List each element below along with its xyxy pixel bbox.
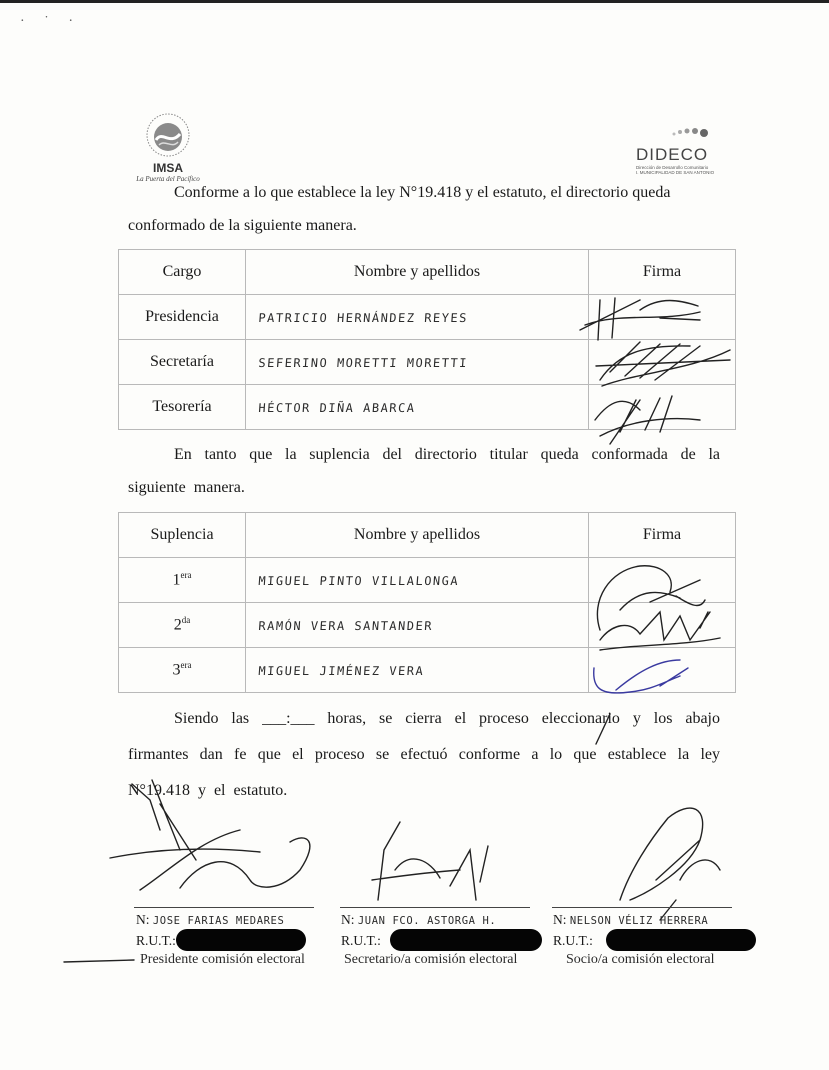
imsa-emblem-icon [145,112,191,158]
header-nombre: Nombre y apellidos [246,250,589,295]
ordinal-number: 2 [173,616,182,634]
header-suplencia: Suplencia [119,513,246,558]
header-firma: Firma [589,513,736,558]
redaction-bar [390,929,542,951]
name-label: N: [136,912,150,927]
handwritten-name: PATRICIO HERNÁNDEZ REYES [244,295,590,340]
suplencia-paragraph: En tanto que la suplencia del directorio titular queda conformada de la siguiente manera. [128,446,720,496]
table-row [119,558,736,603]
signatory-name: NELSON VÉLIZ HERRERA [569,915,709,927]
handwritten-name: MIGUEL PINTO VILLALONGA [244,558,590,603]
signature-cell [589,385,736,430]
closing-paragraph: Siendo las ___:___ horas, se cierra el proceso eleccionario y los abajo firmantes dan fe que el proceso se efectuó conforme a lo que establece la ley N°19.418 y el estatuto. [128,710,720,799]
imsa-logo [130,112,206,183]
table-row [119,340,736,385]
signature-cell [589,648,736,693]
signatory-3-role: Socio/a comisión electoral [566,952,715,967]
signature-cell [589,295,736,340]
ordinal-cell [119,648,246,693]
dideco-subtitle-2: I. MUNICIPALIDAD DE SAN ANTONIO [636,170,715,175]
dideco-logo [636,124,726,175]
table-row [119,603,736,648]
signatory-2-name-line [341,912,496,928]
scan-top-edge [0,0,829,3]
cargo-cell: Secretaría [119,340,246,385]
dideco-name: DIDECO [636,145,709,164]
ordinal-number: 3 [172,661,181,679]
signatory-3-name-line [553,912,708,928]
signatory-2-role: Secretario/a comisión electoral [344,952,518,967]
header-firma: Firma [589,250,736,295]
redaction-bar [176,929,306,951]
ordinal-suffix: era [180,660,192,671]
signatory-name: JUAN FCO. ASTORGA H. [357,915,497,927]
handwritten-name: RAMÓN VERA SANTANDER [244,603,590,648]
name-label: N: [341,912,355,927]
signatory-1-role: Presidente comisión electoral [140,952,305,967]
table-row [119,648,736,693]
ordinal-suffix: da [181,615,191,626]
scan-specks: · ˙ · [20,14,81,29]
signatory-1-rut-label: R.U.T.: [136,933,176,948]
directorio-table [118,249,736,430]
table-row [119,385,736,430]
signatory-2-rut-label: R.U.T.: [341,933,381,948]
signature-socio-comision [620,808,720,920]
signature-cell [589,603,736,648]
table-row [119,295,736,340]
signature-line-1 [134,907,314,908]
ordinal-suffix: era [180,570,192,581]
imsa-tagline: La Puerta del Pacífico [136,175,200,183]
cargo-cell: Tesorería [119,385,246,430]
signature-line-2 [340,907,530,908]
name-label: N: [553,912,567,927]
signatory-1-name-line [136,912,284,928]
cargo-cell: Presidencia [119,295,246,340]
ordinal-cell [119,558,246,603]
signatory-3-rut-label: R.U.T.: [553,933,593,948]
signature-secretario-comision [372,822,488,900]
dideco-dots-icon [636,124,726,140]
suplencia-table [118,512,736,693]
ordinal-cell [119,603,246,648]
table-header-row [119,513,736,558]
table-header-row [119,250,736,295]
header-cargo: Cargo [119,250,246,295]
signature-line-3 [552,907,732,908]
signature-cell [589,340,736,385]
ordinal-number: 1 [172,571,181,589]
dideco-subtitle-1: Dirección de Desarrollo Comunitario [636,165,709,170]
imsa-name: IMSA [153,161,183,175]
redaction-bar [606,929,756,951]
header-nombre: Nombre y apellidos [246,513,589,558]
handwritten-name: HÉCTOR DIÑA ABARCA [244,385,590,430]
intro-paragraph: Conforme a lo que establece la ley N°19.418 y el estatuto, el directorio queda conformado de la siguiente manera. [128,184,671,234]
handwritten-name: MIGUEL JIMÉNEZ VERA [244,648,590,693]
signatory-name: JOSE FARIAS MEDARES [152,915,285,927]
signature-cell [589,558,736,603]
handwritten-name: SEFERINO MORETTI MORETTI [244,340,590,385]
